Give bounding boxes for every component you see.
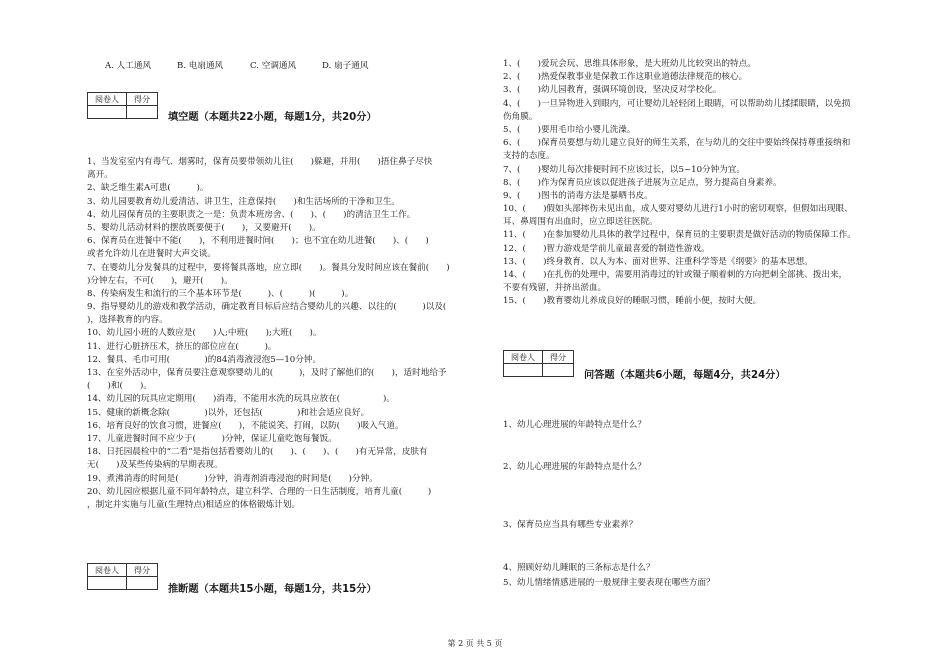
judge-line: 15、( )教育婴幼儿养成良好的睡眠习惯，睡前小便，按时大便。 [503, 296, 762, 307]
fill-line: 16、培育良好的饮食习惯，进餐应( )，不能说笑、打闹，以防( )吸入气道。 [87, 420, 404, 431]
judge-line: 5、( )要用毛巾给小婴儿洗澡。 [503, 124, 636, 135]
fill-line: 或者允许幼儿在进餐时大声交谈。 [87, 249, 216, 260]
score-box [87, 92, 158, 119]
option-b: B. 电扇通风 [177, 61, 224, 71]
judge-line: 支持的态度。 [503, 151, 555, 162]
fill-line: 10、幼儿园小班的人数应是( )人;中班( );大班( )。 [87, 328, 322, 339]
judge-line: 12、( )智力游戏是学前儿童最喜爱的制造性游戏。 [503, 243, 710, 254]
fill-line: 19、煮沸消毒的时间是( )分钟，消毒剂消毒浸泡的时间是( )分钟。 [87, 473, 378, 484]
score-box [503, 350, 574, 377]
judge-line: 4、( )一旦异物进入到眼内，可让婴幼儿轻轻闭上眼睛，可以帮助幼儿揉揉眼睛，以免损 [503, 98, 851, 109]
score-label: 得分 [543, 351, 574, 364]
judge-line: 13、( )终身教育、以人为本、面对世界、注重科学等是《纲要》的基本思想。 [503, 256, 813, 267]
score-label: 得分 [127, 93, 158, 106]
fill-line: 7、在婴幼儿分发餐具的过程中，要将餐具落地，应立即( )。餐具分发时间应该在餐前( ) [87, 262, 450, 273]
qa-question: 5、幼儿情绪情感进展的一般规律主要表现在哪些方面？ [503, 578, 715, 588]
reviewer-label: 阅卷人 [88, 93, 127, 106]
fill-line: 无( )及某些传染病的早期表现。 [87, 460, 223, 471]
judge-section-title: 推断题（本题共15小题，每题1分，共15分） [168, 584, 377, 595]
judge-line: 7、( )婴幼儿每次排便时间不应该过长，以5~10分钟为宜。 [503, 164, 746, 175]
fill-line: 14、幼儿园的玩具应定期用( )消毒，不能用水洗的玩具应放在( )。 [87, 394, 395, 405]
fill-line: 离开。 [87, 170, 113, 181]
fill-line: 3、幼儿园要教育幼儿爱清洁、讲卫生，注意保持( )和生活场所的干净和卫生。 [87, 196, 400, 207]
reviewer-cell [504, 364, 543, 377]
fill-line: 6、保育员在进餐中不能( )，不利用进餐时间( )；也不宜在幼儿进餐( )、( ) [87, 236, 429, 247]
qa-question: 1、幼儿心理进展的年龄特点是什么？ [503, 420, 646, 430]
fill-section-title: 填空题（本题共22小题，每题1分，共20分） [168, 112, 377, 123]
judge-line: 11、( )在参加婴幼儿具体的教学过程中，保育员的主要职责是做好活动的物质保障工作。 [503, 230, 856, 241]
fill-line: 13、在室外活动中，保育员要注意观察婴幼儿的( )，及时了解他们的( )，适时地给予 [87, 368, 447, 378]
fill-line: 18、日托园晨检中的“二看”是指包括看婴幼儿的( )、( )、( )有无异常，皮肤有 [87, 447, 428, 458]
option-c: C. 空调通风 [250, 61, 297, 71]
fill-line: 20、幼儿园应根据儿童不同年龄特点，建立科学、合理的一日生活制度，培育儿童( ) [87, 486, 432, 497]
fill-line: ( )和( )。 [87, 381, 152, 392]
fill-line: 2、缺乏维生素A可患( )。 [87, 183, 209, 194]
fill-line: 1、当发室室内有毒气、烟雾时，保育员要带领幼儿往( )躲避，并用( )捂住鼻子尽快 [87, 157, 433, 167]
judge-line: 2、( )热爱保教事业是保教工作这职业道德法律规范的核心。 [503, 72, 748, 83]
score-cell [127, 106, 158, 119]
judge-line: 3、( )幼儿园教育，强调环境创设，坚决反对学校化。 [503, 85, 722, 96]
page-number: 第 2 页 共 5 页 [447, 639, 503, 648]
reviewer-cell [88, 577, 127, 590]
fill-questions [87, 156, 482, 512]
score-label: 得分 [127, 564, 158, 577]
reviewer-label: 阅卷人 [88, 564, 127, 577]
qa-question: 3、保育员应当具有哪些专业素养？ [503, 520, 638, 530]
qa-question: 2、幼儿心理进展的年龄特点是什么？ [503, 462, 646, 472]
fill-line: 5、婴幼儿活动材料的摆放既要便于( )，又要避开( )。 [87, 222, 321, 233]
fill-line: )分钟左右，不可( )，避开( )。 [87, 275, 233, 286]
judge-line: 14、( )在扎伤的处理中，需要用消毒过的针或镊子顺着刺的方向把刺全部挑、拨出来， [503, 270, 848, 280]
judge-line: 8、( )作为保育员应该以促进孩子进展为立足点，努力提高自身素养。 [503, 177, 782, 188]
score-box [87, 563, 158, 590]
judge-line: 伤角膜。 [503, 111, 538, 122]
fill-line: 4、幼儿园保育员的主要职责之一是：负责本班房舍、( )、( )的清洁卫生工作。 [87, 209, 416, 220]
fill-line: ，制定并实施与儿童(生理特点)相适应的体格锻炼计划。 [87, 499, 300, 510]
fill-line: 15、健康的新概念除( )以外，还包括( )和社会适应良好。 [87, 407, 370, 418]
judge-line: 耳、鼻周围有出血时，应立即送往医院。 [503, 217, 658, 228]
fill-line: 9、指导婴幼儿的游戏和教学活动，确定教育目标后应结合婴幼儿的兴趣、以往的( )以及( [87, 302, 447, 313]
reviewer-cell [88, 106, 127, 119]
qa-section-title: 问答题（本题共6小题，每题4分，共24分） [584, 370, 786, 381]
option-d: D. 扇子通风 [322, 61, 369, 71]
judge-line: 不要有残留，并挤出淤血。 [503, 283, 607, 294]
judge-line: 9、( )图书的消毒方法是暴晒书皮。 [503, 190, 653, 201]
judge-statements [503, 58, 898, 309]
fill-line: )，选择教育的内容。 [87, 315, 168, 326]
fill-line: 11、进行心脏挤压术，挤压的部位应在( )。 [87, 341, 277, 352]
fill-line: 17、儿童进餐时间不应少于( )分钟，保证儿童吃饱每餐饭。 [87, 433, 337, 444]
score-cell [127, 577, 158, 590]
score-cell [543, 364, 574, 377]
reviewer-label: 阅卷人 [504, 351, 543, 364]
qa-question: 4、照顾好幼儿睡眠的三条标志是什么？ [503, 563, 655, 573]
judge-line: 10、( )假如头部摔伤未见出血，成人要对婴幼儿进行1小时的密切观察，但假如出现眼、 [503, 204, 853, 215]
judge-line: 1、( )爱玩会玩、思维具体形象，是大班幼儿比较突出的特点。 [503, 59, 756, 69]
option-a: A. 人工通风 [105, 61, 152, 71]
fill-line: 12、餐具、毛巾可用( )的84消毒液浸泡5—10分钟。 [87, 354, 322, 365]
fill-line: 8、传染病发生和流行的三个基本环节是( )、( )( )。 [87, 288, 354, 299]
judge-line: 6、( )保育员要想与幼儿建立良好的师生关系，在与幼儿的交往中要始终保持尊重接纳和 [503, 138, 851, 149]
